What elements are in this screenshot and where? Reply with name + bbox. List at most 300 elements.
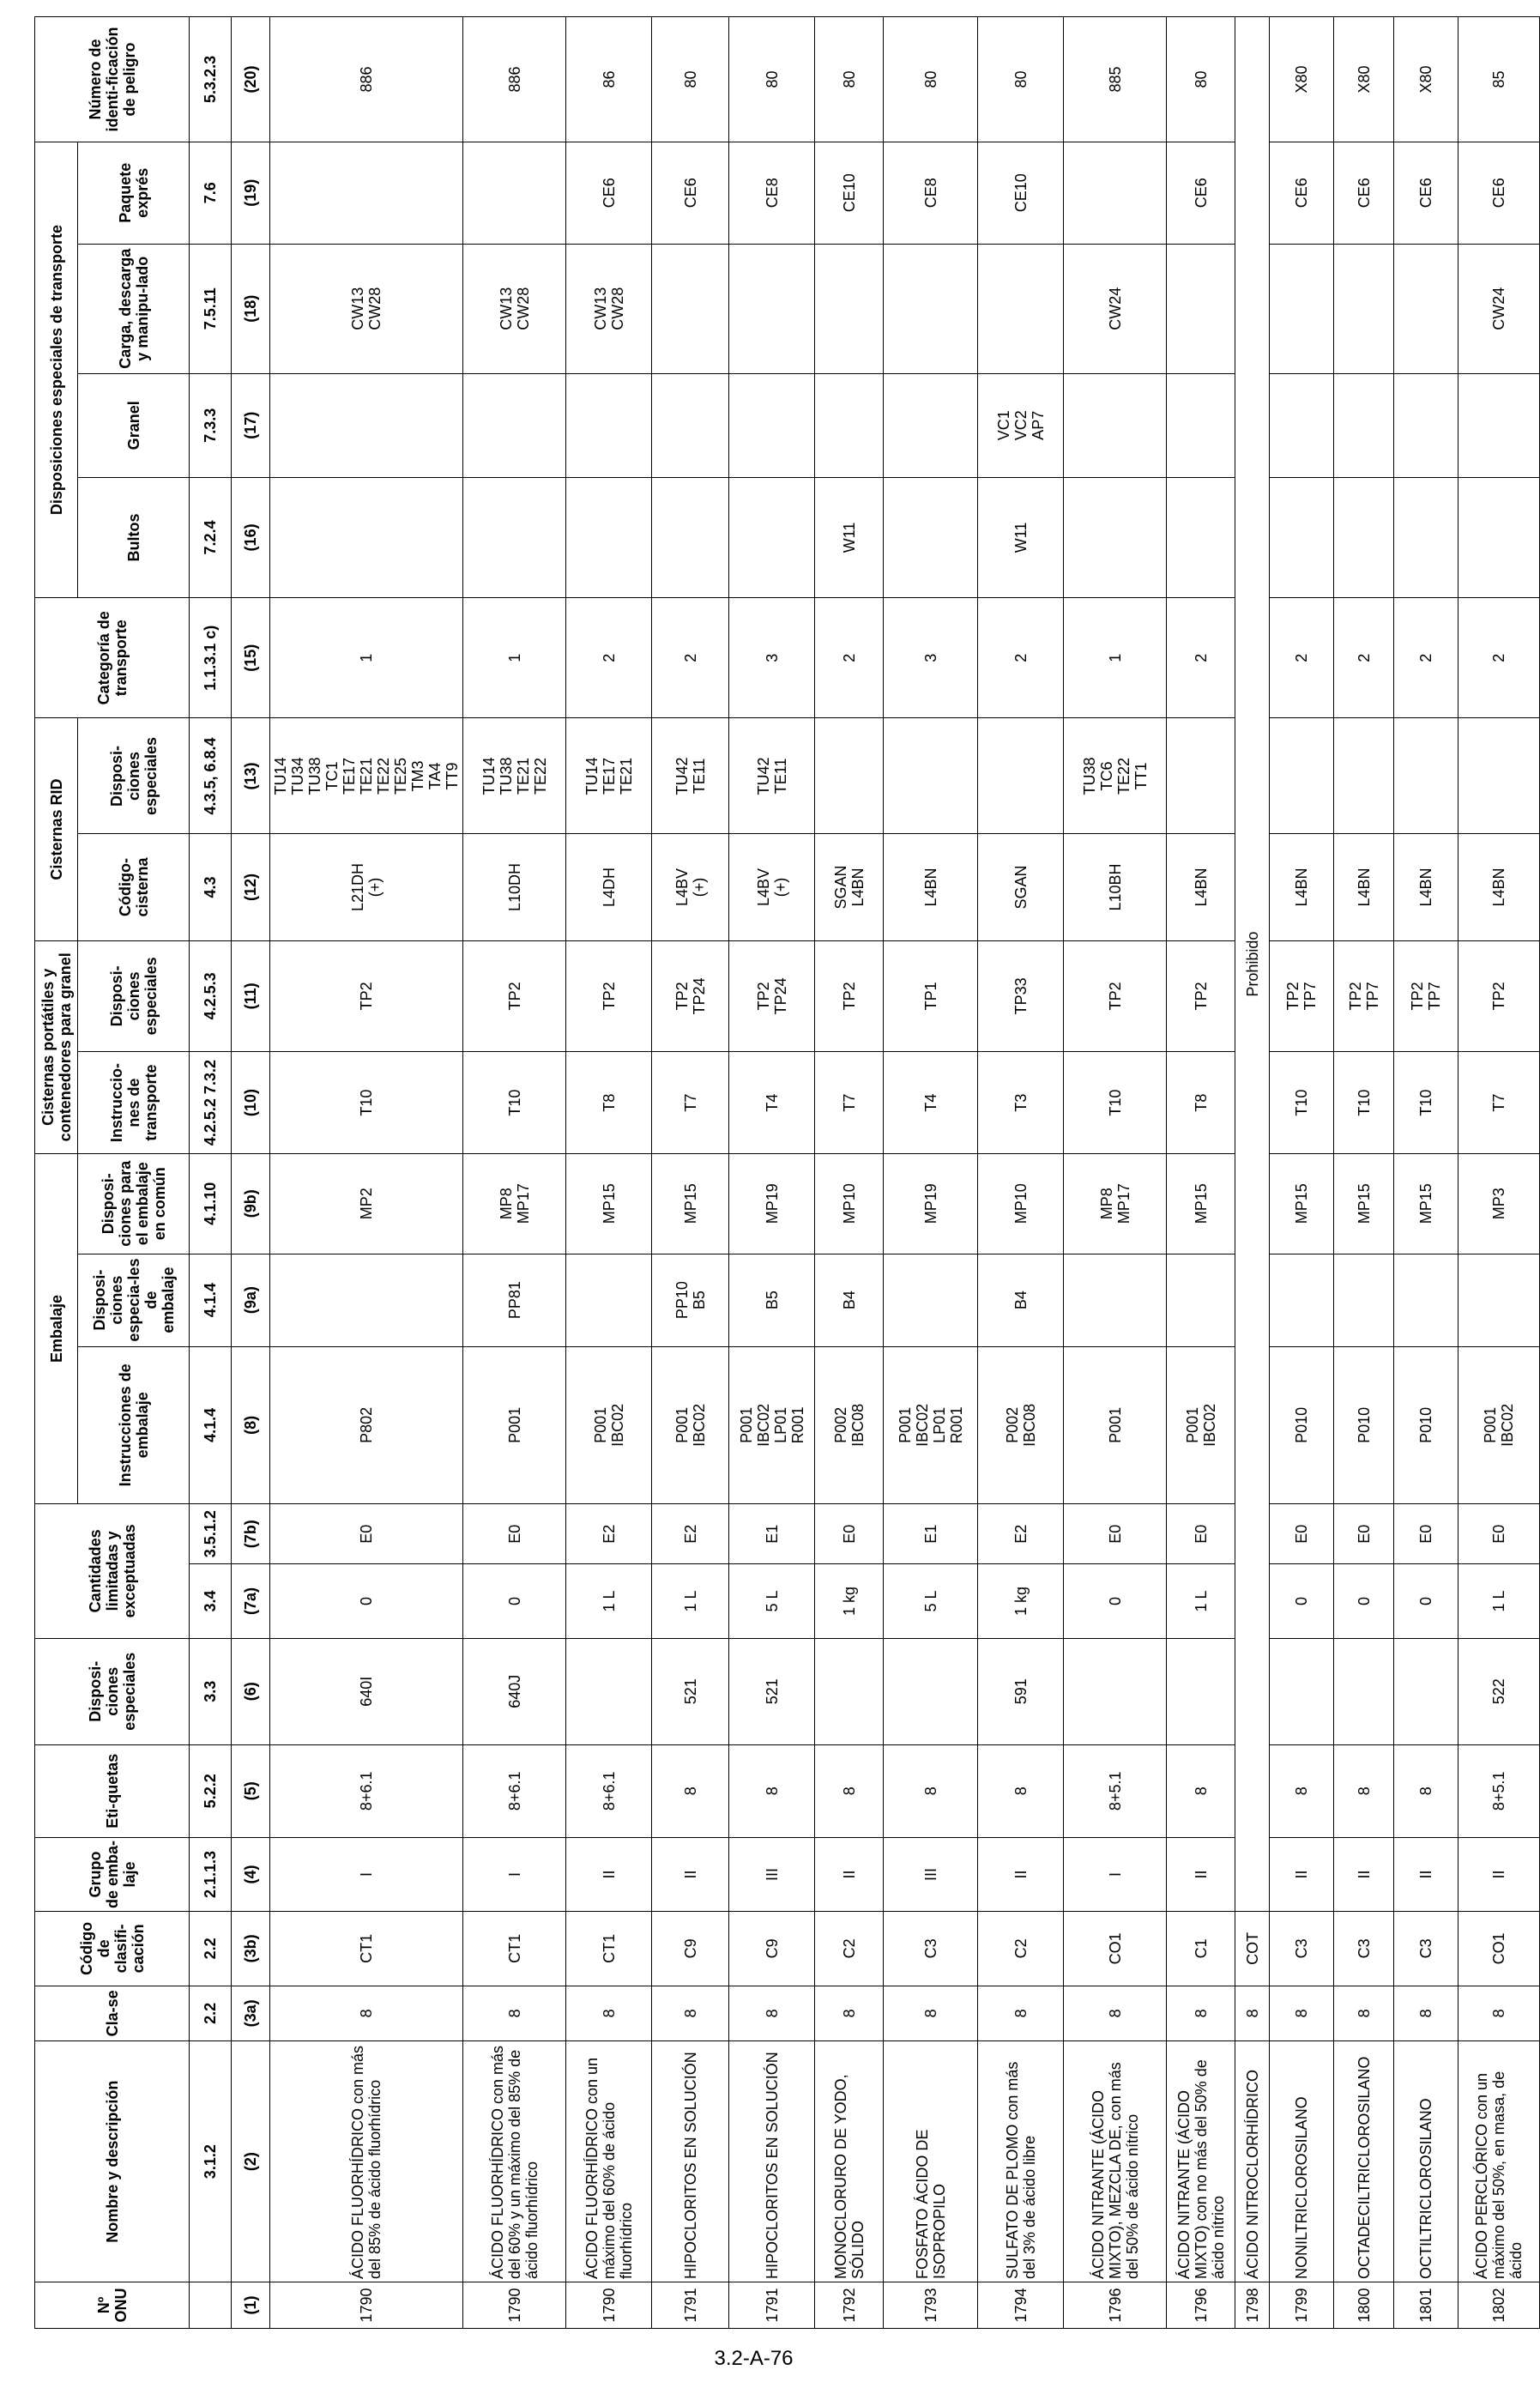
- cell-bu: [566, 477, 652, 597]
- cell-pi: P002 IBC08: [978, 1346, 1064, 1504]
- cell-pi: P001 IBC02 LP01 R001: [729, 1346, 815, 1504]
- cell-cls: 8: [978, 1986, 1064, 2041]
- cell-pi: P001 IBC02: [652, 1346, 729, 1504]
- cell-tc: L10BH: [1064, 834, 1167, 940]
- cell-tc: SGAN L4BN: [815, 834, 884, 940]
- cell-ts: TP2: [1167, 940, 1235, 1052]
- cell-code: CO1: [1458, 1912, 1540, 1986]
- cell-hz: 80: [884, 17, 978, 142]
- cell-pg: III: [884, 1837, 978, 1911]
- cell-un: 1792: [815, 2282, 884, 2329]
- cell-cat: 2: [1334, 598, 1394, 718]
- cell-cls: 8: [884, 1986, 978, 2041]
- cell-rs: [1334, 718, 1394, 834]
- column-number-cell: (13): [232, 718, 270, 834]
- cell-bu: [1064, 477, 1167, 597]
- cell-hz: 86: [566, 17, 652, 142]
- header-tank-instr: Instruccio-nes de transporte: [78, 1052, 190, 1154]
- cell-cls: 8: [1394, 1986, 1458, 2041]
- header-bulk: Granel: [78, 373, 190, 477]
- cell-ts: TP2: [815, 940, 884, 1052]
- cell-sp: 640J: [463, 1638, 566, 1744]
- header-special-provisions: Disposi-ciones especiales: [35, 1638, 190, 1744]
- cell-tc: L4BN: [884, 834, 978, 940]
- cell-rs: [815, 718, 884, 834]
- cell-pi: P001 IBC02 LP01 R001: [884, 1346, 978, 1504]
- header-hazard-id: Número de identi-ficación de peligro: [35, 17, 190, 142]
- cell-name: ÁCIDO FLUORHÍDRICO con un máximo del 60% de ácido fluorhídrico: [566, 2041, 652, 2282]
- cell-tc: L4BN: [1334, 834, 1394, 940]
- cell-pi: P001 IBC02: [566, 1346, 652, 1504]
- cell-ex: CE10: [815, 142, 884, 244]
- column-number-cell: (9b): [232, 1153, 270, 1254]
- cell-ex: CE6: [566, 142, 652, 244]
- cell-lab: 8: [815, 1744, 884, 1837]
- cell-un: 1798: [1235, 2282, 1270, 2329]
- cell-gr: [815, 373, 884, 477]
- reference-cell: 4.2.5.3: [190, 940, 232, 1052]
- cell-code: C3: [1334, 1912, 1394, 1986]
- header-tank-code: Código-cisterna: [78, 834, 190, 940]
- cell-code: C2: [978, 1912, 1064, 1986]
- cell-pg: II: [815, 1837, 884, 1911]
- cell-eq: E2: [652, 1504, 729, 1564]
- column-number-cell: (17): [232, 373, 270, 477]
- cell-pg: I: [270, 1837, 463, 1911]
- cell-hz: 885: [1064, 17, 1167, 142]
- cell-name: NONILTRICLOROSILANO: [1270, 2041, 1334, 2282]
- cell-code: C3: [1270, 1912, 1334, 1986]
- reference-cell: 3.5.1.2: [190, 1504, 232, 1564]
- cell-gr: [1334, 373, 1394, 477]
- cell-mp: MP19: [884, 1153, 978, 1254]
- cell-ti: T8: [566, 1052, 652, 1154]
- cell-code: C3: [1394, 1912, 1458, 1986]
- cell-rs: [1167, 718, 1235, 834]
- cell-eq: E2: [978, 1504, 1064, 1564]
- cell-lab: 8: [978, 1744, 1064, 1837]
- cell-lab: 8: [1334, 1744, 1394, 1837]
- cell-sp: [1394, 1638, 1458, 1744]
- cell-sp: 640I: [270, 1638, 463, 1744]
- cell-ps: PP10 B5: [652, 1254, 729, 1346]
- cell-bu: W11: [978, 477, 1064, 597]
- cell-pg: III: [729, 1837, 815, 1911]
- column-number-cell: (1): [232, 2282, 270, 2329]
- cell-pi: P001 IBC02: [1458, 1346, 1540, 1504]
- reference-cell: 2.1.1.3: [190, 1837, 232, 1911]
- cell-tc: L4BV (+): [729, 834, 815, 940]
- cell-cg: [1394, 244, 1458, 373]
- cell-name: ÁCIDO FLUORHÍDRICO con más del 85% de ácido fluorhídrico: [270, 2041, 463, 2282]
- cell-hz: 80: [652, 17, 729, 142]
- cell-ex: CE6: [1270, 142, 1334, 244]
- header-pack-special: Disposi-ciones especia-les de embalaje: [78, 1254, 190, 1346]
- cell-tc: L4BN: [1394, 834, 1458, 940]
- cell-cls: 8: [1235, 1986, 1270, 2041]
- table-row: [1167, 17, 1235, 2329]
- header-limited-qty: Cantidades limitadas y exceptuadas: [35, 1504, 190, 1639]
- cell-rs: [884, 718, 978, 834]
- cell-pi: P010: [1270, 1346, 1334, 1504]
- cell-pg: II: [652, 1837, 729, 1911]
- cell-bu: [1270, 477, 1334, 597]
- cell-mp: MP10: [978, 1153, 1064, 1254]
- cell-lq: 0: [463, 1564, 566, 1638]
- header-packages: Bultos: [78, 477, 190, 597]
- cell-gr: [270, 373, 463, 477]
- cell-tc: L4BV (+): [652, 834, 729, 940]
- cell-mp: MP19: [729, 1153, 815, 1254]
- cell-ps: B5: [729, 1254, 815, 1346]
- cell-rs: TU38 TC6 TE22 TT1: [1064, 718, 1167, 834]
- reference-cell: 4.1.4: [190, 1254, 232, 1346]
- cell-name: ÁCIDO PERCLÓRICO con un máximo del 50%, en masa, de ácido: [1458, 2041, 1540, 2282]
- cell-mp: MP8 MP17: [463, 1153, 566, 1254]
- table-row: [1334, 17, 1394, 2329]
- cell-gr: [1167, 373, 1235, 477]
- cell-un: 1791: [729, 2282, 815, 2329]
- column-number-cell: (5): [232, 1744, 270, 1837]
- cell-un: 1800: [1334, 2282, 1394, 2329]
- header-labels: Eti-quetas: [35, 1744, 190, 1837]
- cell-lab: 8: [884, 1744, 978, 1837]
- cell-name: MONOCLORURO DE YODO, SÓLIDO: [815, 2041, 884, 2282]
- cell-gr: [729, 373, 815, 477]
- cell-mp: MP15: [1394, 1153, 1458, 1254]
- cell-ps: [1064, 1254, 1167, 1346]
- cell-ts: TP2: [463, 940, 566, 1052]
- cell-cls: 8: [1334, 1986, 1394, 2041]
- cell-un: 1796: [1167, 2282, 1235, 2329]
- cell-lq: 0: [1394, 1564, 1458, 1638]
- cell-ps: [1334, 1254, 1394, 1346]
- cell-name: OCTILTRICLOROSILANO: [1394, 2041, 1458, 2282]
- reference-cell: [190, 2282, 232, 2329]
- cell-sp: [566, 1638, 652, 1744]
- cell-un: 1801: [1394, 2282, 1458, 2329]
- header-packing-group: Grupo de emba-laje: [35, 1837, 190, 1911]
- cell-name: ÁCIDO NITRANTE (ÁCIDO MIXTO), MEZCLA DE, con más del 50% de ácido nítrico: [1064, 2041, 1167, 2282]
- cell-tc: SGAN: [978, 834, 1064, 940]
- header-name: Nombre y descripción: [35, 2041, 190, 2282]
- table-row: [1458, 17, 1540, 2329]
- cell-prohibited: Prohibido: [1235, 17, 1270, 1912]
- reference-cell: 5.2.2: [190, 1744, 232, 1837]
- cell-ti: T8: [1167, 1052, 1235, 1154]
- cell-eq: E0: [1270, 1504, 1334, 1564]
- column-number-cell: (12): [232, 834, 270, 940]
- reference-cell: 5.3.2.3: [190, 17, 232, 142]
- cell-un: 1790: [566, 2282, 652, 2329]
- table-row: [652, 17, 729, 2329]
- cell-ps: B4: [815, 1254, 884, 1346]
- column-number-cell: (9a): [232, 1254, 270, 1346]
- cell-ex: [463, 142, 566, 244]
- header-loading: Carga, descarga y manipu-lado: [78, 244, 190, 373]
- cell-lab: 8+6.1: [463, 1744, 566, 1837]
- cell-hz: 80: [978, 17, 1064, 142]
- cell-ex: [1064, 142, 1167, 244]
- cell-hz: 85: [1458, 17, 1540, 142]
- cell-sp: [1167, 1638, 1235, 1744]
- cell-lab: 8+6.1: [270, 1744, 463, 1837]
- cell-lab: 8: [1394, 1744, 1458, 1837]
- cell-sp: 521: [729, 1638, 815, 1744]
- cell-lq: 0: [270, 1564, 463, 1638]
- reference-cell: 7.3.3: [190, 373, 232, 477]
- cell-lq: 0: [1064, 1564, 1167, 1638]
- cell-eq: E0: [1394, 1504, 1458, 1564]
- cell-cat: 1: [270, 598, 463, 718]
- cell-lq: 0: [1334, 1564, 1394, 1638]
- cell-un: 1799: [1270, 2282, 1334, 2329]
- cell-name: HIPOCLORITOS EN SOLUCIÓN: [729, 2041, 815, 2282]
- cell-ex: CE6: [1167, 142, 1235, 244]
- cell-lq: 5 L: [884, 1564, 978, 1638]
- cell-cg: [1334, 244, 1394, 373]
- table-row: [1270, 17, 1334, 2329]
- cell-hz: X80: [1270, 17, 1334, 142]
- cell-gr: [652, 373, 729, 477]
- cell-bu: [1458, 477, 1540, 597]
- cell-cg: [978, 244, 1064, 373]
- cell-ti: T10: [463, 1052, 566, 1154]
- column-number-cell: (11): [232, 940, 270, 1052]
- cell-mp: MP15: [652, 1153, 729, 1254]
- cell-ts: TP2 TP7: [1394, 940, 1458, 1052]
- cell-gr: VC1 VC2 AP7: [978, 373, 1064, 477]
- cell-cat: 1: [1064, 598, 1167, 718]
- cell-eq: E0: [463, 1504, 566, 1564]
- cell-hz: X80: [1394, 17, 1458, 142]
- cell-mp: MP10: [815, 1153, 884, 1254]
- reference-cell: 2.2: [190, 1986, 232, 2041]
- cell-sp: [1064, 1638, 1167, 1744]
- cell-cls: 8: [270, 1986, 463, 2041]
- reference-cell: 3.1.2: [190, 2041, 232, 2282]
- cell-cg: CW24: [1458, 244, 1540, 373]
- cell-mp: MP15: [1334, 1153, 1394, 1254]
- cell-tc: L4BN: [1458, 834, 1540, 940]
- cell-cat: 2: [1270, 598, 1334, 718]
- cell-ts: TP2 TP7: [1270, 940, 1334, 1052]
- table-row: [729, 17, 815, 2329]
- cell-ex: CE8: [884, 142, 978, 244]
- reference-cell: 3.3: [190, 1638, 232, 1744]
- reference-cell: 4.2.5.2 7.3.2: [190, 1052, 232, 1154]
- table-row: [270, 17, 463, 2329]
- cell-cat: 2: [978, 598, 1064, 718]
- cell-code: COT: [1235, 1912, 1270, 1986]
- reference-cell: 1.1.3.1 c): [190, 598, 232, 718]
- column-number-cell: (10): [232, 1052, 270, 1154]
- cell-ti: T10: [1334, 1052, 1394, 1154]
- cell-cg: CW13 CW28: [566, 244, 652, 373]
- cell-name: SULFATO DE PLOMO con más del 3% de ácido libre: [978, 2041, 1064, 2282]
- reference-cell: 7.2.4: [190, 477, 232, 597]
- cell-ti: T4: [884, 1052, 978, 1154]
- cell-cls: 8: [1270, 1986, 1334, 2041]
- table-row: [978, 17, 1064, 2329]
- cell-lab: 8+5.1: [1458, 1744, 1540, 1837]
- cell-ts: TP2: [270, 940, 463, 1052]
- page-number: 3.2-A-76: [714, 2347, 794, 2370]
- cell-eq: E0: [1064, 1504, 1167, 1564]
- cell-pg: II: [1394, 1837, 1458, 1911]
- cell-cls: 8: [815, 1986, 884, 2041]
- table-row: [463, 17, 566, 2329]
- cell-ex: CE6: [1458, 142, 1540, 244]
- cell-cat: 2: [1167, 598, 1235, 718]
- cell-ti: T7: [815, 1052, 884, 1154]
- cell-name: HIPOCLORITOS EN SOLUCIÓN: [652, 2041, 729, 2282]
- cell-gr: [1064, 373, 1167, 477]
- cell-code: C9: [729, 1912, 815, 1986]
- cell-ti: T4: [729, 1052, 815, 1154]
- cell-tc: L4BN: [1167, 834, 1235, 940]
- cell-hz: X80: [1334, 17, 1394, 142]
- reference-cell: 4.3: [190, 834, 232, 940]
- cell-pg: I: [463, 1837, 566, 1911]
- cell-name: ÁCIDO NITRANTE (ÁCIDO MIXTO) con no más del 50% de ácido nítrico: [1167, 2041, 1235, 2282]
- cell-sp: 522: [1458, 1638, 1540, 1744]
- reference-cell: 4.1.4: [190, 1346, 232, 1504]
- cell-ts: TP2: [566, 940, 652, 1052]
- cell-code: CT1: [463, 1912, 566, 1986]
- cell-tc: L4DH: [566, 834, 652, 940]
- cell-eq: E0: [1334, 1504, 1394, 1564]
- cell-eq: E0: [1458, 1504, 1540, 1564]
- column-number-cell: (20): [232, 17, 270, 142]
- cell-cat: 3: [884, 598, 978, 718]
- cell-name: ÁCIDO NITROCLORHÍDRICO: [1235, 2041, 1270, 2282]
- column-number-cell: (7a): [232, 1564, 270, 1638]
- table-row: [884, 17, 978, 2329]
- cell-rs: [1458, 718, 1540, 834]
- cell-hz: 886: [270, 17, 463, 142]
- cell-cls: 8: [566, 1986, 652, 2041]
- cell-rs: TU42 TE11: [729, 718, 815, 834]
- cell-cat: 3: [729, 598, 815, 718]
- cell-hz: 886: [463, 17, 566, 142]
- cell-eq: E0: [815, 1504, 884, 1564]
- cell-ps: [1167, 1254, 1235, 1346]
- cell-cls: 8: [1458, 1986, 1540, 2041]
- cell-gr: [566, 373, 652, 477]
- cell-mp: MP15: [1270, 1153, 1334, 1254]
- cell-ts: TP2 TP7: [1334, 940, 1394, 1052]
- cell-code: CT1: [566, 1912, 652, 1986]
- dangerous-goods-table: [34, 16, 1540, 2329]
- cell-pg: II: [1458, 1837, 1540, 1911]
- cell-cat: 1: [463, 598, 566, 718]
- cell-name: FOSFATO ÁCIDO DE ISOPROPILO: [884, 2041, 978, 2282]
- cell-pi: P001: [1064, 1346, 1167, 1504]
- cell-hz: 80: [815, 17, 884, 142]
- cell-lq: 1 L: [1167, 1564, 1235, 1638]
- cell-eq: E0: [1167, 1504, 1235, 1564]
- cell-cg: CW13 CW28: [463, 244, 566, 373]
- cell-lq: 1 L: [652, 1564, 729, 1638]
- reference-cell: 7.5.11: [190, 244, 232, 373]
- reference-row: [190, 17, 232, 2329]
- cell-pg: II: [1270, 1837, 1334, 1911]
- cell-bu: W11: [815, 477, 884, 597]
- cell-cls: 8: [1167, 1986, 1235, 2041]
- cell-code: C2: [815, 1912, 884, 1986]
- cell-sp: [884, 1638, 978, 1744]
- column-number-cell: (15): [232, 598, 270, 718]
- cell-ps: [1458, 1254, 1540, 1346]
- cell-lab: 8+6.1: [566, 1744, 652, 1837]
- column-number-cell: (3b): [232, 1912, 270, 1986]
- cell-gr: [463, 373, 566, 477]
- cell-pi: P802: [270, 1346, 463, 1504]
- cell-ti: T7: [1458, 1052, 1540, 1154]
- cell-un: 1802: [1458, 2282, 1540, 2329]
- cell-eq: E1: [729, 1504, 815, 1564]
- cell-pi: P001: [463, 1346, 566, 1504]
- cell-cg: [1270, 244, 1334, 373]
- cell-bu: [884, 477, 978, 597]
- reference-cell: 2.2: [190, 1912, 232, 1986]
- cell-cat: 2: [652, 598, 729, 718]
- cell-pg: II: [978, 1837, 1064, 1911]
- cell-eq: E0: [270, 1504, 463, 1564]
- cell-ts: TP2 TP24: [729, 940, 815, 1052]
- cell-un: 1796: [1064, 2282, 1167, 2329]
- column-number-row: [232, 17, 270, 2329]
- reference-cell: 4.3.5, 6.8.4: [190, 718, 232, 834]
- cell-cg: [652, 244, 729, 373]
- cell-lab: 8+5.1: [1064, 1744, 1167, 1837]
- cell-ps: B4: [978, 1254, 1064, 1346]
- cell-ps: [1270, 1254, 1334, 1346]
- cell-ti: T10: [270, 1052, 463, 1154]
- cell-cls: 8: [652, 1986, 729, 2041]
- cell-rs: [1394, 718, 1458, 834]
- header-class-code: Código de clasifi-cación: [35, 1912, 190, 1986]
- cell-lab: 8: [729, 1744, 815, 1837]
- header-class: Cla-se: [35, 1986, 190, 2041]
- cell-un: 1791: [652, 2282, 729, 2329]
- cell-ts: TP2: [1458, 940, 1540, 1052]
- cell-ps: [1394, 1254, 1458, 1346]
- cell-ex: [270, 142, 463, 244]
- cell-cg: CW24: [1064, 244, 1167, 373]
- reference-cell: 4.1.10: [190, 1153, 232, 1254]
- cell-lq: 5 L: [729, 1564, 815, 1638]
- cell-ti: T10: [1064, 1052, 1167, 1154]
- cell-cg: [729, 244, 815, 373]
- cell-ex: CE6: [1394, 142, 1458, 244]
- cell-rs: TU42 TE11: [652, 718, 729, 834]
- cell-ts: TP33: [978, 940, 1064, 1052]
- cell-cat: 2: [815, 598, 884, 718]
- cell-lq: 1 L: [566, 1564, 652, 1638]
- column-number-cell: (7b): [232, 1504, 270, 1564]
- cell-sp: [815, 1638, 884, 1744]
- cell-pg: II: [1167, 1837, 1235, 1911]
- header-rid-tanks: Cisternas RID: [35, 718, 78, 940]
- cell-bu: [463, 477, 566, 597]
- cell-lab: 8: [1167, 1744, 1235, 1837]
- cell-lq: 1 L: [1458, 1564, 1540, 1638]
- cell-pi: P002 IBC08: [815, 1346, 884, 1504]
- cell-un: 1790: [270, 2282, 463, 2329]
- cell-hz: 80: [1167, 17, 1235, 142]
